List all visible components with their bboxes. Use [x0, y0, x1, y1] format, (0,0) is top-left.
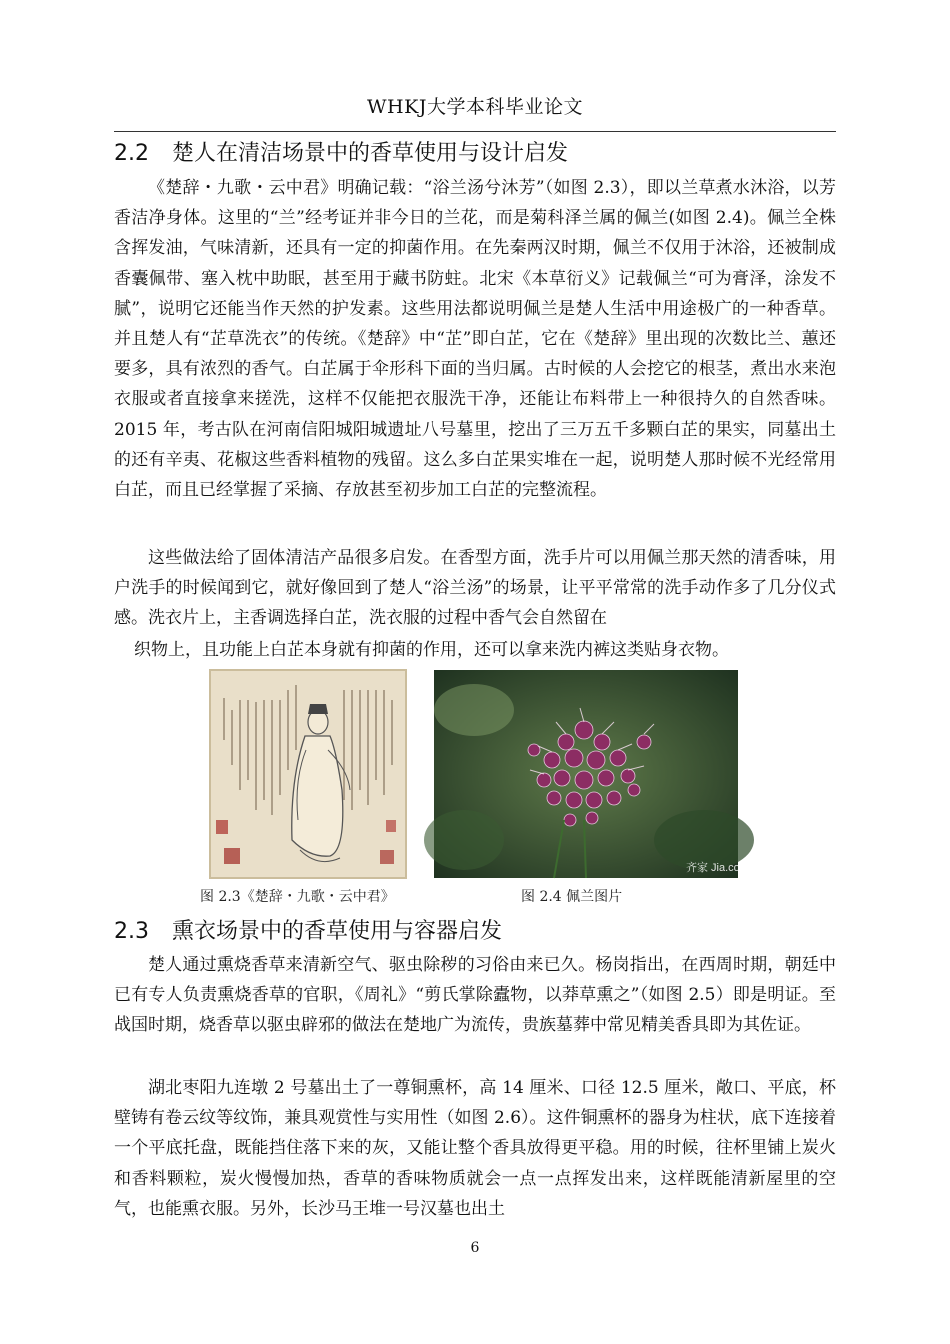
paragraph: 这些做法给了固体清洁产品很多启发。在香型方面，洗手片可以用佩兰那天然的清香味，用户洗手的时候闻到它，就好像回到了楚人“浴兰汤”的场景，让平平常常的洗手动作多了几分仪式感。洗衣片上，主香调选择白芷，洗衣服的过程中香气会自然留在	[114, 548, 836, 629]
paragraph: 《楚辞・九歌・云中君》明确记载：“浴兰汤兮沐芳”（如图 2.3），即以兰草煮水沐浴，以芳香洁净身体。这里的“兰”经考证并非今日的兰花，而是菊科泽兰属的佩兰(如图 2.4)。佩兰全株含挥发油，气味清新，还具有一定的抑菌作用。在先秦两汉时期，佩兰不仅用于沐浴，还被制成香囊佩带、塞入枕中助眠，甚至用于藏书防蛀。北宋《本草衍义》记载佩兰“可为膏泽，涂发不腻”，说明它还能当作天然的护发素。这些用法都说明佩兰是楚人生活中用途极广的一种香草。并且楚人有“芷草洗衣”的传统。《楚辞》中“芷”即白芷，它在《楚辞》里出现的次数比兰、蕙还要多，具有浓烈的香气。白芷属于伞形科下面的当归属。古时候的人会挖它的根茎，煮出水来泡衣服或者直接拿来搓洗，这样不仅能把衣服洗干净，还能让布料带上一种很持久的自然香味。2015 年，考古队在河南信阳城阳城遗址八号墓里，挖出了三万五千多颗白芷的果实，同墓出土的还有辛夷、花椒这些香料植物的残留。这么多白芷果实堆在一起，说明楚人那时候不光经常用白芷，而且已经掌握了采摘、存放甚至初步加工白芷的完整流程。	[114, 178, 836, 501]
page-number: 6	[470, 1240, 480, 1256]
figure-2-4-image	[434, 670, 749, 878]
watermark: 齐家 Jia.com	[686, 862, 749, 874]
header-rule	[114, 131, 836, 132]
figure-2-3-caption: 图 2.3《楚辞・九歌・云中君》	[200, 889, 395, 905]
paragraph: 湖北枣阳九连墩 2 号墓出土了一尊铜熏杯，高 14 厘米、口径 12.5 厘米，敞口、平底，杯壁铸有卷云纹等纹饰，兼具观赏性与实用性（如图 2.6）。这件铜熏杯的器身为柱状，底下连接着一个平底托盘，既能挡住落下来的灰，又能让整个香具放得更平稳。用的时候，往杯里铺上炭火和香料颗粒，炭火慢慢加热，香草的香味物质就会一点一点挥发出来，这样既能清新屋里的空气，也能熏衣服。另外，长沙马王堆一号汉墓也出土	[114, 1078, 836, 1219]
figure-2-3-image	[210, 670, 406, 878]
section-title: 楚人在清洁场景中的香草使用与设计启发	[172, 141, 569, 166]
section-number: 2.2	[114, 141, 149, 166]
section-title: 熏衣场景中的香草使用与容器启发	[172, 919, 503, 944]
paragraph: 楚人通过熏烧香草来清新空气、驱虫除秽的习俗由来已久。杨岗指出，在西周时期，朝廷中已有专人负责熏烧香草的官职，《周礼》“剪氏掌除蠹物，以莽草熏之”（如图 2.5）即是明证。至战国时期，烧香草以驱虫辟邪的做法在楚地广为流传，贵族墓葬中常见精美香具即为其佐证。	[114, 955, 836, 1036]
section-heading-2-3	[114, 914, 836, 945]
paragraph: 织物上，且功能上白芷本身就有抑菌的作用，还可以拿来洗内裤这类贴身衣物。	[134, 640, 729, 660]
section-number: 2.3	[114, 919, 149, 944]
page-header: WHKJ大学本科毕业论文	[367, 96, 583, 118]
section-heading-2-2	[114, 136, 836, 167]
figure-2-4-caption: 图 2.4 佩兰图片	[521, 889, 623, 905]
